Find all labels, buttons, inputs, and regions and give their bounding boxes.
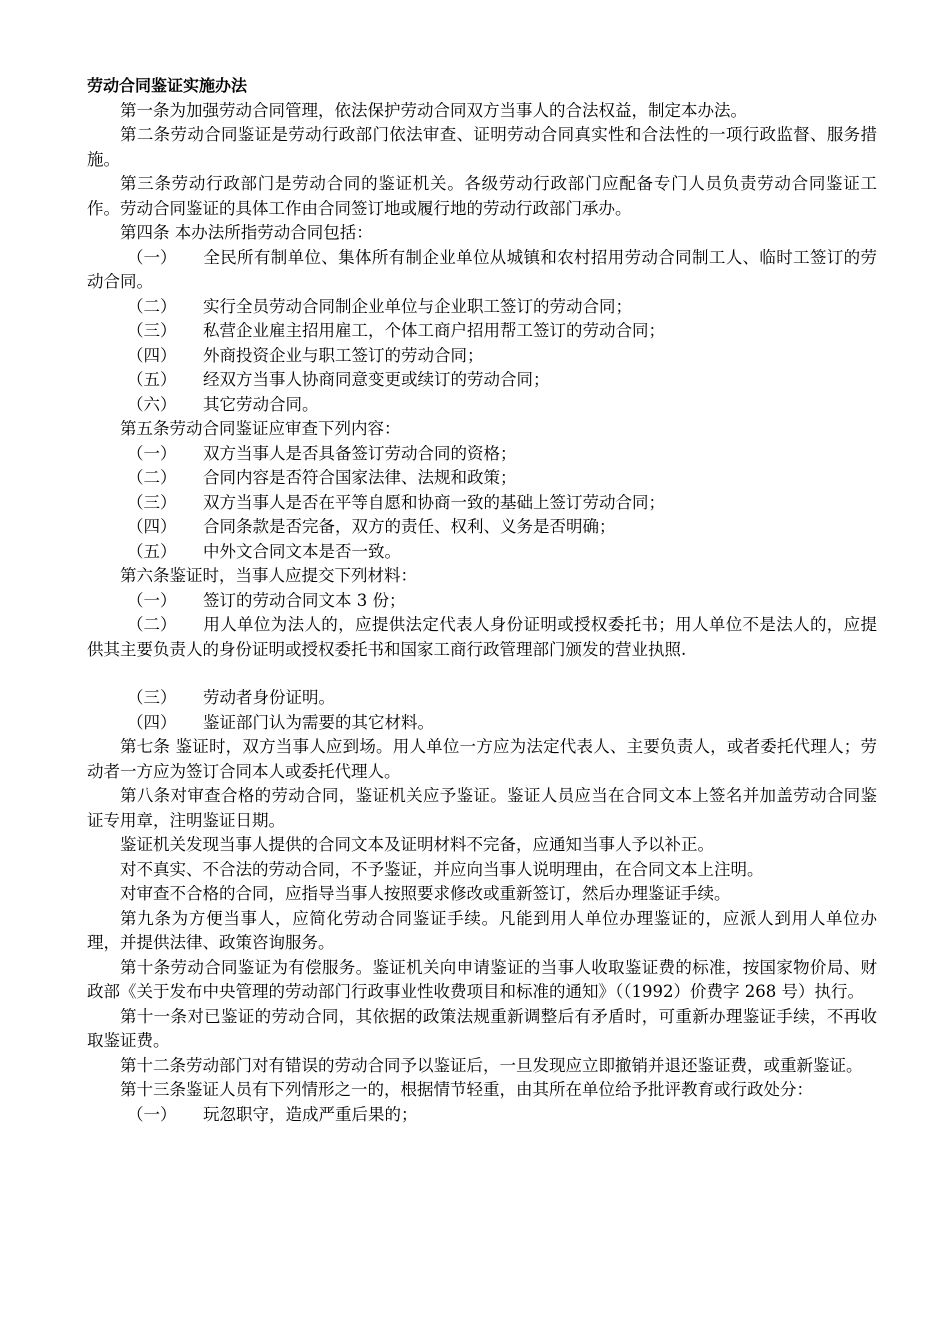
list-item-text: 鉴证部门认为需要的其它材料。 — [203, 712, 434, 732]
list-item-text: 实行全员劳动合同制企业单位与企业职工签订的劳动合同； — [203, 296, 632, 316]
list-item — [87, 711, 877, 736]
list-item-number: （一） — [127, 1104, 177, 1124]
article-paragraph: 第十三条鉴证人员有下列情形之一的，根据情节轻重，由其所在单位给予批评教育或行政处分： — [120, 1080, 813, 1099]
article-paragraph: 第十条劳动合同鉴证为有偿服务。鉴证机关向申请鉴证的当事人收取鉴证费的标准，按国家物价局、财政部《关于发布中央管理的劳动部门行政事业性收费项目和标准的通知》（（1992）价费字 268 号）执行。 — [87, 957, 877, 1001]
list-item-number: （五） — [127, 541, 177, 561]
list-item-number: （五） — [127, 370, 177, 389]
document-title: 劳动合同鉴证实施办法 — [87, 76, 248, 95]
list-item-number: （一） — [127, 247, 177, 267]
document-content — [87, 99, 877, 1128]
list-item-text: 私营企业雇主招用雇工，个体工商户招用帮工签订的劳动合同； — [203, 321, 665, 340]
list-item-text: 签订的劳动合同文本 3 份； — [203, 590, 406, 610]
list-item-number: （一） — [127, 590, 177, 610]
spacer — [87, 662, 877, 686]
list-item-number: （六） — [127, 394, 177, 414]
list-item-number: （四） — [127, 517, 177, 536]
list-item-number: （四） — [127, 345, 177, 365]
list-item-number: （二） — [127, 296, 177, 316]
list-item-text: 劳动者身份证明。 — [203, 688, 335, 707]
list-item-number: （二） — [127, 615, 177, 634]
list-item — [87, 344, 877, 369]
article-paragraph: 第十二条劳动部门对有错误的劳动合同予以鉴证后，一旦发现应立即撤销并退还鉴证费，或重新鉴证。 — [120, 1055, 863, 1075]
list-item — [87, 686, 877, 711]
list-item — [87, 295, 877, 320]
list-item-text: 双方当事人是否具备签订劳动合同的资格； — [203, 443, 517, 463]
list-item-text: 用人单位为法人的，应提供法定代表人身份证明或授权委托书；用人单位不是法人的，应提供其主要负责人的身份证明或授权委托书和国家工商行政管理部门颁发的营业执照. — [87, 615, 877, 659]
article-paragraph: 第五条劳动合同鉴证应审查下列内容： — [120, 419, 401, 438]
list-item — [87, 393, 877, 418]
article-paragraph: 第四条 本办法所指劳动合同包括： — [120, 223, 373, 242]
list-item-text: 中外文合同文本是否一致。 — [203, 541, 401, 561]
list-item — [87, 491, 877, 516]
article-paragraph: 第六条鉴证时，当事人应提交下列材料： — [120, 566, 417, 585]
article-paragraph: 对不真实、不合法的劳动合同，不予鉴证，并应向当事人说明理由，在合同文本上注明。 — [120, 859, 764, 879]
list-item — [87, 613, 877, 662]
list-item — [87, 515, 877, 540]
list-item-number: （一） — [127, 443, 177, 463]
list-item — [87, 1103, 877, 1128]
list-item — [87, 466, 877, 491]
list-item-number: （三） — [127, 492, 177, 512]
list-item-number: （二） — [127, 468, 177, 487]
list-item — [87, 589, 877, 614]
list-item — [87, 442, 877, 467]
document-body — [87, 74, 877, 1127]
article-paragraph: 对审查不合格的合同，应指导当事人按照要求修改或重新签订，然后办理鉴证手续。 — [120, 884, 731, 903]
list-item-text: 玩忽职守，造成严重后果的； — [203, 1104, 418, 1124]
article-paragraph: 第二条劳动合同鉴证是劳动行政部门依法审查、证明劳动合同真实性和合法性的一项行政监督、服务措施。 — [87, 125, 877, 169]
list-item — [87, 246, 877, 295]
article-paragraph: 第八条对审查合格的劳动合同，鉴证机关应予鉴证。鉴证人员应当在合同文本上签名并加盖劳动合同鉴证专用章，注明鉴证日期。 — [87, 786, 877, 830]
list-item-text: 双方当事人是否在平等自愿和协商一致的基础上签订劳动合同； — [203, 492, 665, 512]
list-item-text: 合同内容是否符合国家法律、法规和政策； — [203, 468, 517, 487]
list-item-text: 全民所有制单位、集体所有制企业单位从城镇和农村招用劳动合同制工人、临时工签订的劳动合同。 — [87, 247, 877, 291]
list-item-number: （四） — [127, 712, 177, 732]
article-paragraph: 鉴证机关发现当事人提供的合同文本及证明材料不完备，应通知当事人予以补正。 — [120, 835, 714, 854]
article-paragraph: 第一条为加强劳动合同管理，依法保护劳动合同双方当事人的合法权益，制定本办法。 — [120, 100, 747, 120]
article-paragraph: 第十一条对已鉴证的劳动合同，其依据的政策法规重新调整后有矛盾时，可重新办理鉴证手续，不再收取鉴证费。 — [87, 1006, 877, 1050]
article-paragraph: 第九条为方便当事人，应简化劳动合同鉴证手续。凡能到用人单位办理鉴证的，应派人到用人单位办理，并提供法律、政策咨询服务。 — [87, 908, 877, 952]
list-item-text: 合同条款是否完备，双方的责任、权利、义务是否明确； — [203, 517, 616, 536]
article-paragraph: 第三条劳动行政部门是劳动合同的鉴证机关。各级劳动行政部门应配备专门人员负责劳动合同鉴证工作。劳动合同鉴证的具体工作由合同签订地或履行地的劳动行政部门承办。 — [87, 174, 877, 218]
article-paragraph: 第七条 鉴证时，双方当事人应到场。用人单位一方应为法定代表人、主要负责人，或者委托代理人；劳动者一方应为签订合同本人或委托代理人。 — [87, 737, 877, 781]
list-item — [87, 540, 877, 565]
list-item — [87, 368, 877, 393]
list-item-text: 经双方当事人协商同意变更或续订的劳动合同； — [203, 370, 550, 389]
list-item-number: （三） — [127, 688, 177, 707]
list-item-text: 其它劳动合同。 — [203, 394, 319, 414]
list-item-text: 外商投资企业与职工签订的劳动合同； — [203, 345, 484, 365]
list-item-number: （三） — [127, 321, 177, 340]
list-item — [87, 319, 877, 344]
